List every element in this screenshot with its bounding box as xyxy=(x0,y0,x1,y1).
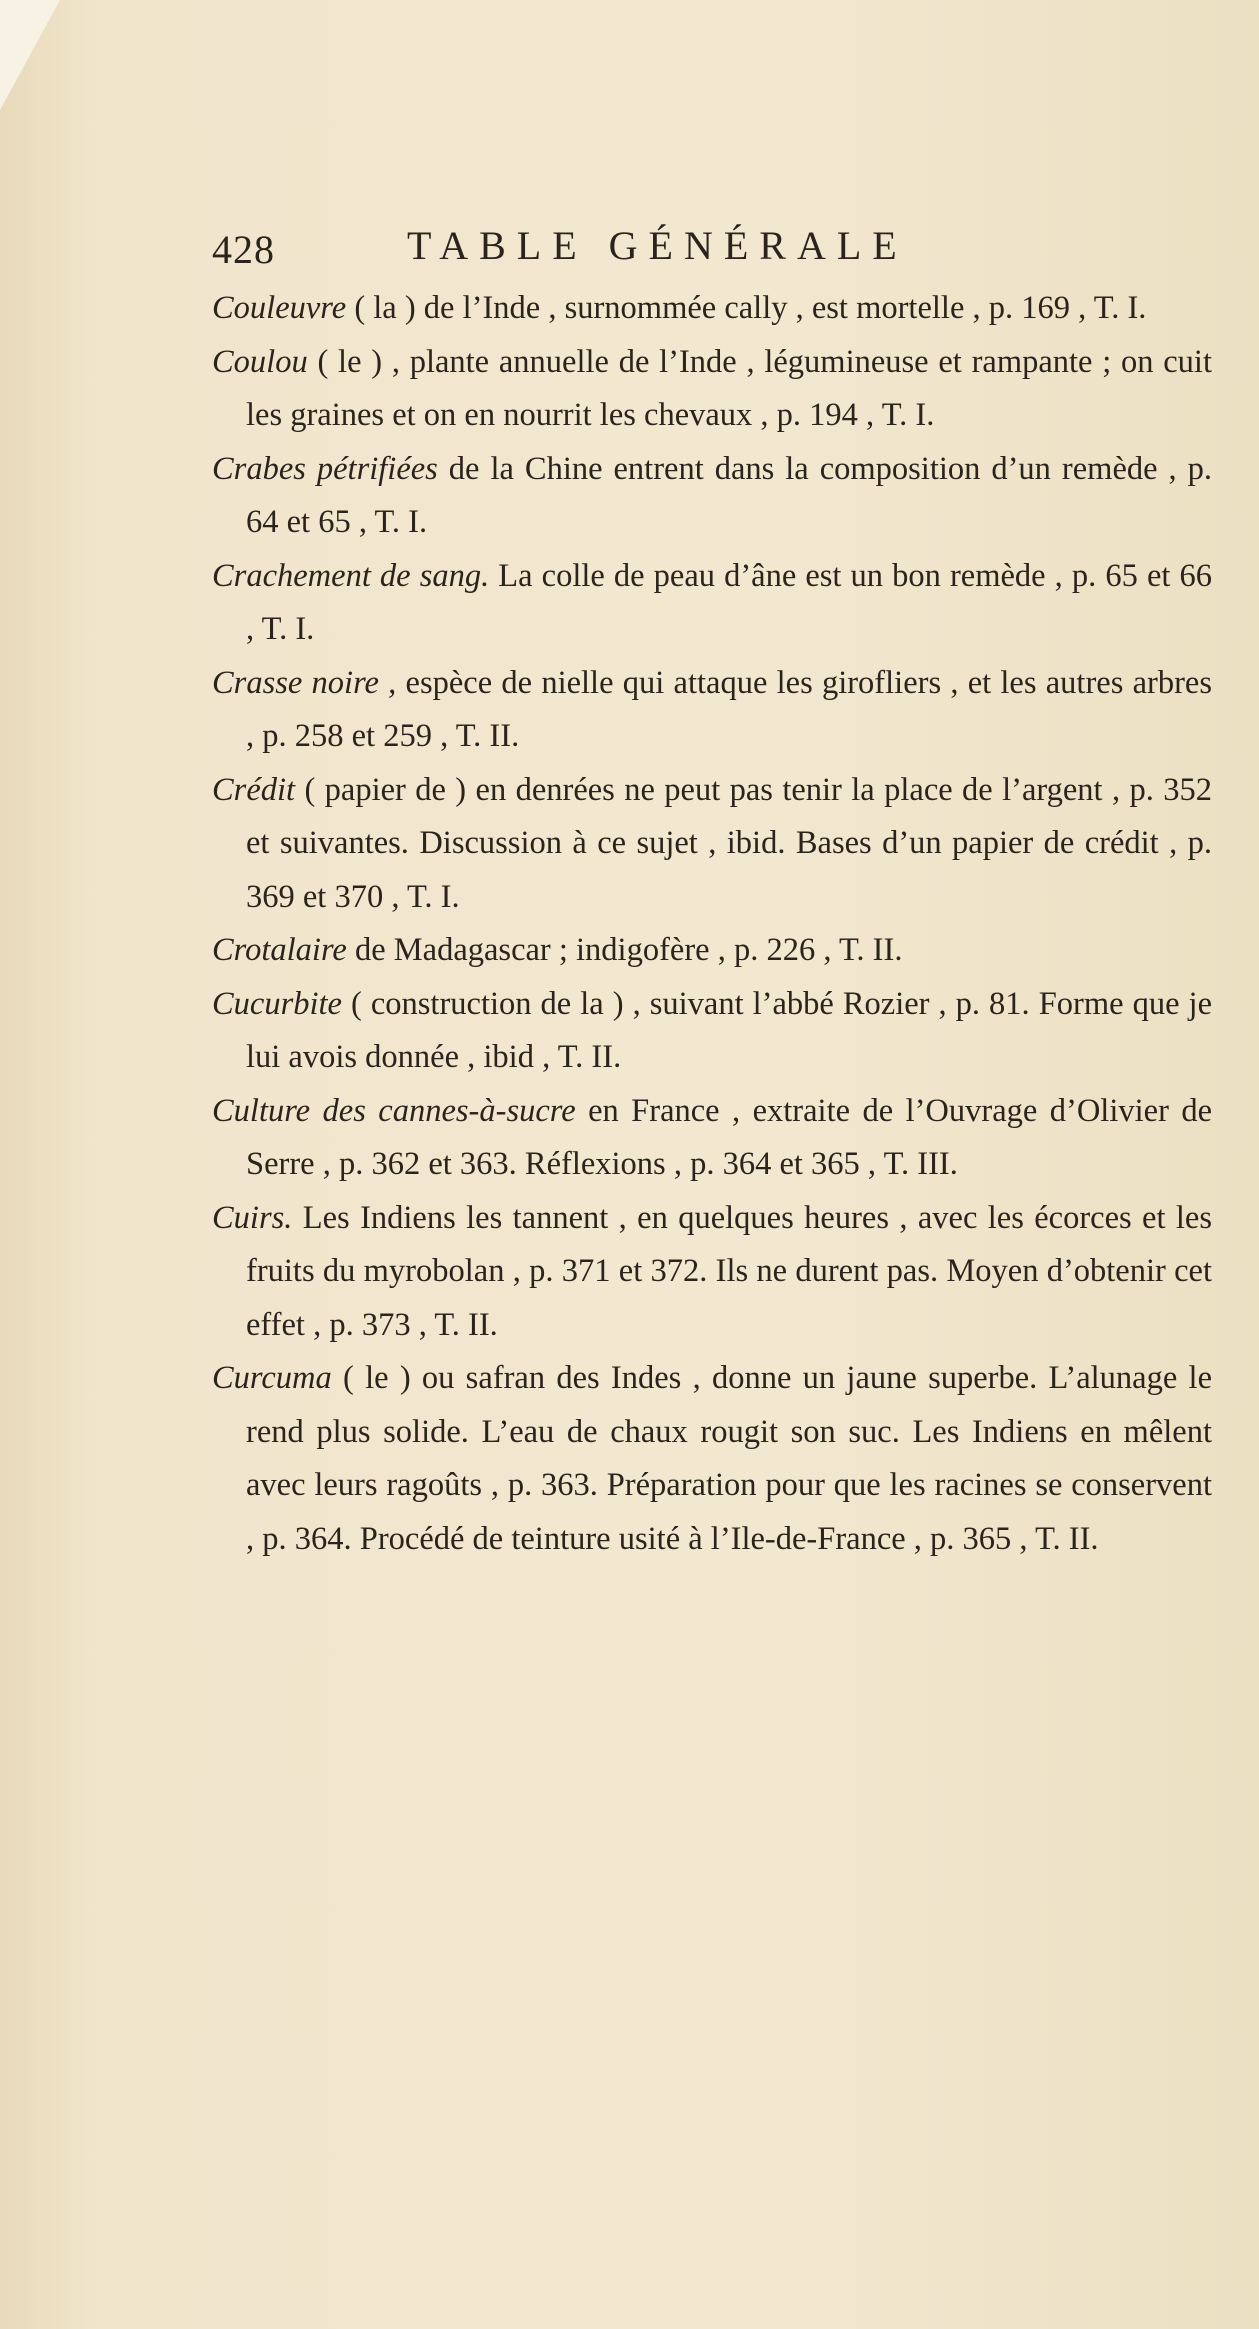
entry-text: ( le ) ou safran des Indes , donne un jaune superbe. L’alunage le rend plus solide. L’eau de chaux rougit son suc. Les Indiens en mêlent avec leurs ragoûts , p. 363. Préparation pour que les racines se conservent , p. 364. Procédé de teinture usité à l’Ile-de-France , p. 365 , T. II. xyxy=(246,1360,1212,1557)
index-entry xyxy=(212,550,1212,657)
index-entry xyxy=(212,336,1212,443)
entry-term: Coulou xyxy=(212,343,308,380)
entry-term: Curcuma xyxy=(212,1360,332,1396)
index-entry xyxy=(212,924,1212,978)
index-entry xyxy=(212,1192,1212,1353)
entry-term: Crotalaire xyxy=(212,932,347,968)
index-entries xyxy=(212,282,1212,1566)
index-entry xyxy=(212,1352,1212,1566)
index-entry xyxy=(212,978,1212,1085)
running-title: TABLE GÉNÉRALE xyxy=(407,223,908,268)
entry-text: La colle de peau d’âne est un bon remède , p. 65 et 66 , T. I. xyxy=(246,557,1212,647)
entry-text: ( construction de la ) , suivant l’abbé Rozier , p. 81. Forme que je lui avois donnée , ibid , T. II. xyxy=(246,985,1212,1075)
entry-term: Crachement de sang. xyxy=(212,557,490,594)
entry-text: en France , extraite de l’Ouvrage d’Olivier de Serre , p. 362 et 363. Réflexions , p. 364 et 365 , T. III. xyxy=(246,1092,1213,1182)
index-entry xyxy=(212,1085,1212,1192)
page-number: 428 xyxy=(212,227,275,272)
entry-text: espèce de nielle qui attaque les girofliers , et les autres arbres , p. 258 et 259 , T. II. xyxy=(246,664,1212,754)
entry-term: Cucurbite xyxy=(212,985,342,1022)
folded-corner xyxy=(0,0,60,110)
entry-text: de Madagascar ; indigofère , p. 226 , T. II. xyxy=(346,932,903,968)
page-header xyxy=(212,222,1172,282)
entry-text: ( le ) , plante annuelle de l’Inde , légumineuse et rampante ; on cuit les graines et on en nourrit les chevaux , p. 194 , T. I. xyxy=(246,343,1212,433)
entry-term: Couleuvre xyxy=(212,290,347,326)
entry-term: Crabes pétrifiées xyxy=(212,450,438,487)
entry-term: Crasse noire , xyxy=(212,664,397,701)
entry-term: Crédit xyxy=(212,771,296,808)
entry-term: Culture des cannes-à-sucre xyxy=(212,1092,576,1129)
index-entry xyxy=(212,443,1212,550)
index-entry xyxy=(212,657,1212,764)
index-entry xyxy=(212,764,1212,925)
entry-text: ( la ) de l’Inde , surnommée cally , est mortelle , p. 169 , T. I. xyxy=(346,290,1147,326)
entry-text: ( papier de ) en denrées ne peut pas tenir la place de l’argent , p. 352 et suivantes. Discussion à ce sujet , ibid. Bases d’un papier de crédit , p. 369 et 370 , T. I. xyxy=(246,771,1212,915)
entry-term: Cuirs. xyxy=(212,1199,293,1236)
entry-text: Les Indiens les tannent , en quelques heures , avec les écorces et les fruits du myrobolan , p. 371 et 372. Ils ne durent pas. Moyen d’obtenir cet effet , p. 373 , T. II. xyxy=(246,1199,1212,1343)
index-entry xyxy=(212,282,1212,336)
entry-text: de la Chine entrent dans la composition d’un remède , p. 64 et 65 , T. I. xyxy=(246,450,1212,540)
